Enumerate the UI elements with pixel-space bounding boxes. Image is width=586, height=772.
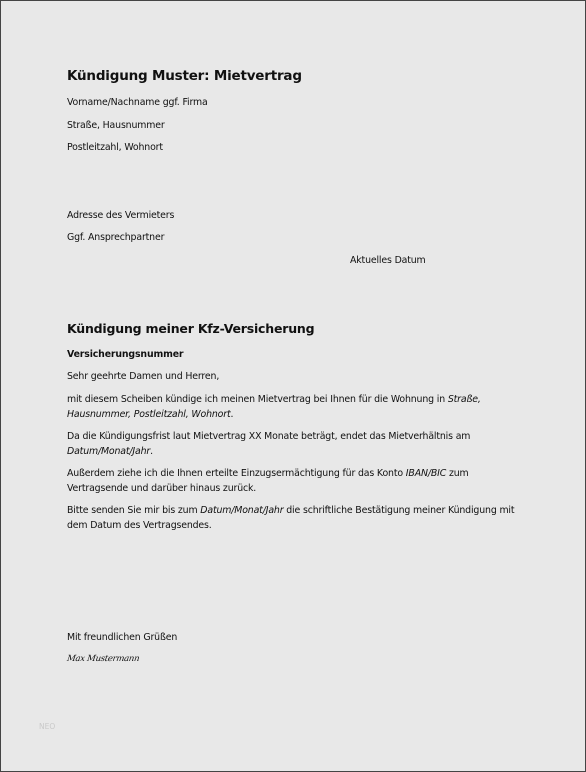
paragraph-text: . <box>230 409 234 420</box>
paragraph-text: Außerdem ziehe ich die Ihnen erteilte Einzugsermächtigung für das Konto <box>67 468 406 479</box>
recipient-address: Adresse des Vermieters <box>67 210 175 221</box>
paragraph-termination <box>67 392 522 422</box>
subject-line: Kündigung meiner Kfz-Versicherung <box>67 321 315 336</box>
letter-date: Aktuelles Datum <box>350 255 426 266</box>
watermark: NEO <box>39 722 56 731</box>
placeholder-date: Datum/Monat/Jahr <box>200 505 284 516</box>
paragraph-text: zum Vertragsende und darüber hinaus zurück. <box>67 468 469 494</box>
placeholder-address: Straße, Hausnummer, Postleitzahl, Wohnort <box>67 394 481 420</box>
paragraph-text: . <box>150 446 153 457</box>
recipient-contact: Ggf. Ansprechpartner <box>67 232 165 243</box>
placeholder-date: Datum/Monat/Jahr <box>67 446 151 457</box>
placeholder-iban: IBAN/BIC <box>405 468 447 479</box>
paragraph-direct-debit <box>67 466 522 496</box>
paragraph-notice-period <box>67 429 522 459</box>
salutation: Sehr geehrte Damen und Herren, <box>67 371 220 382</box>
paragraph-confirmation <box>67 503 522 533</box>
sender-street: Straße, Hausnummer <box>67 120 165 131</box>
sender-city: Postleitzahl, Wohnort <box>67 142 163 153</box>
paragraph-text: die schriftliche Bestätigung meiner Kündigung mit dem Datum des Vertragsendes. <box>67 505 515 531</box>
sender-name: Vorname/Nachname ggf. Firma <box>67 97 208 108</box>
closing: Mit freundlichen Grüßen <box>67 632 178 643</box>
document-title: Kündigung Muster: Mietvertrag <box>67 68 302 84</box>
paragraph-text: mit diesem Scheiben kündige ich meinen Mietvertrag bei Ihnen für die Wohnung in <box>67 394 448 405</box>
paragraph-text: Da die Kündigungsfrist laut Mietvertrag XX Monate beträgt, endet das Mietverhältnis am <box>67 431 471 442</box>
paragraph-text: Bitte senden Sie mir bis zum <box>67 505 201 516</box>
reference-number: Versicherungsnummer <box>67 349 184 360</box>
signature: Max Mustermann <box>66 654 140 664</box>
